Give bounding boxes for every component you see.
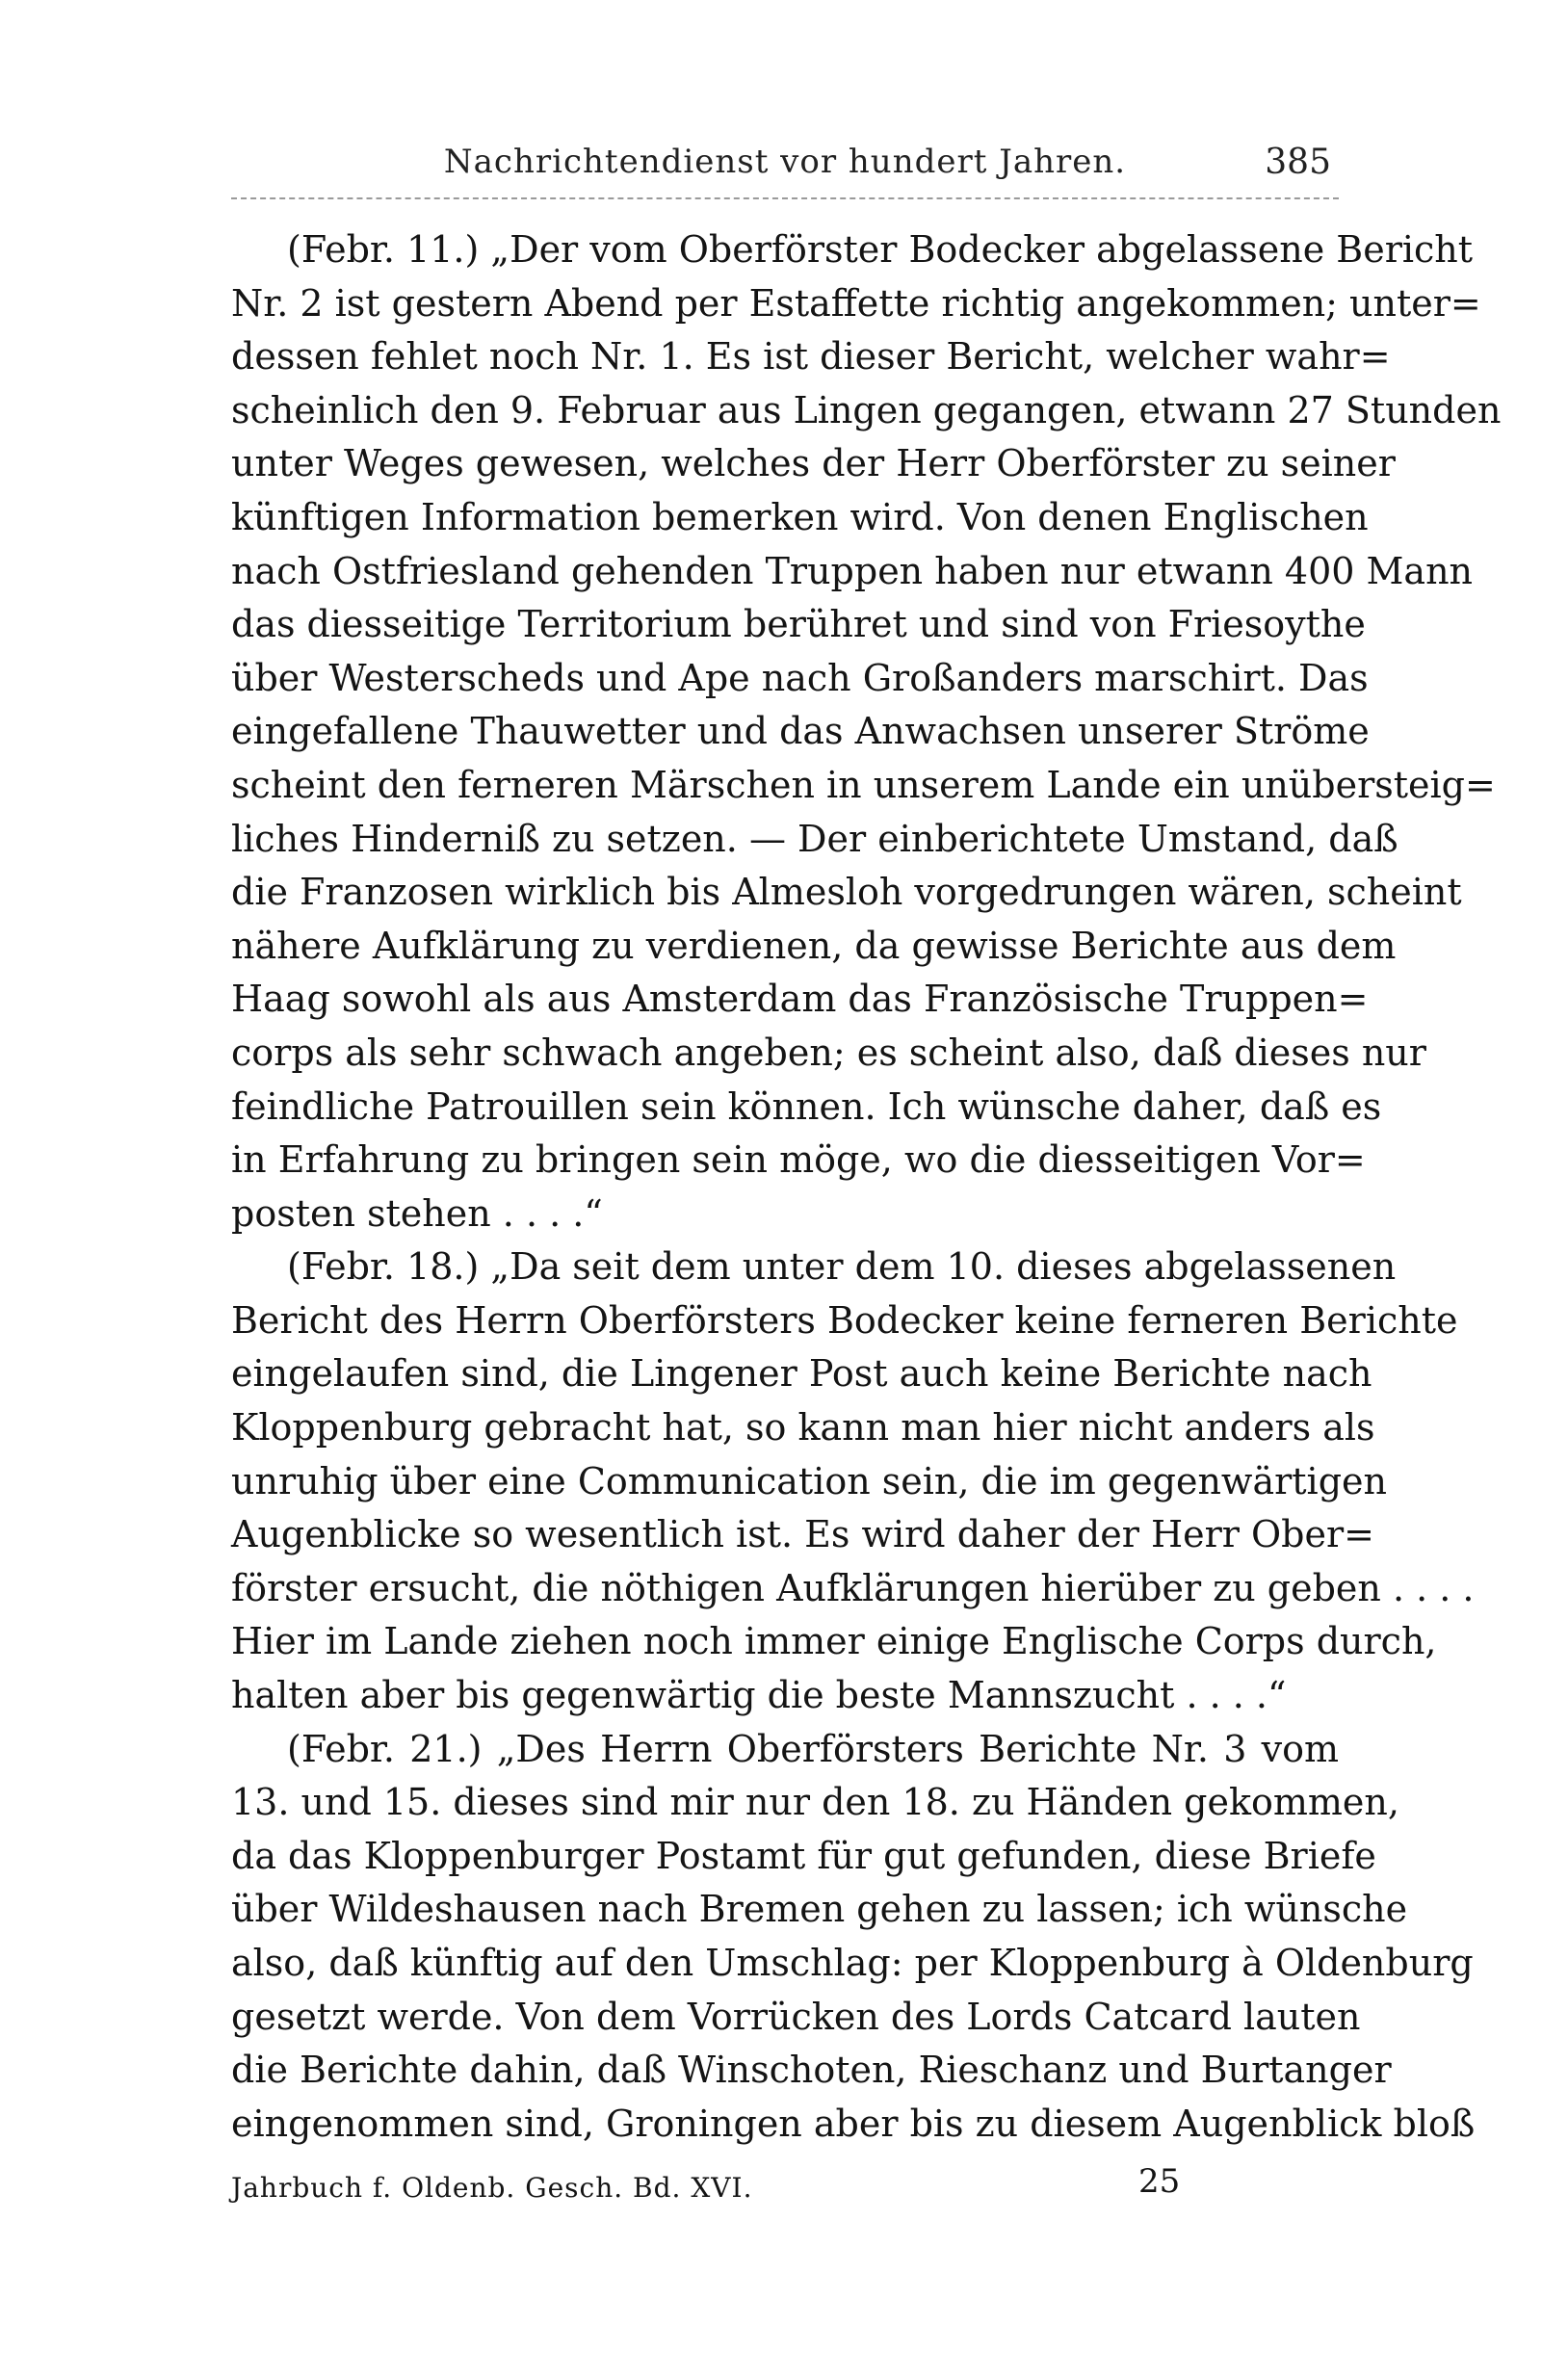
text-line: posten stehen . . . .“	[231, 1191, 603, 1235]
text-line: Augenblicke so wesentlich ist. Es wird daher der Herr Ober=	[231, 1513, 1374, 1556]
text-line: (Febr. 21.) „Des Herrn Oberförsters Berichte Nr. 3 vom	[287, 1727, 1339, 1770]
text-line: Hier im Lande ziehen noch immer einige Englische Corps durch,	[231, 1620, 1437, 1663]
text-line: (Febr. 18.) „Da seit dem unter dem 10. dieses abgelassenen	[287, 1245, 1397, 1289]
text-line: nach Ostfriesland gehenden Truppen haben nur etwann 400 Mann	[231, 549, 1474, 592]
text-line: halten aber bis gegenwärtig die beste Mannszucht . . . .“	[231, 1674, 1287, 1717]
running-head	[231, 143, 1339, 185]
footer-sheet-number: 25	[1138, 2162, 1181, 2201]
footer-signature: Jahrbuch f. Oldenb. Gesch. Bd. XVI.	[231, 2172, 753, 2204]
text-line: eingelaufen sind, die Lingener Post auch keine Berichte nach	[231, 1352, 1372, 1396]
text-line: die Franzosen wirklich bis Almesloh vorgedrungen wären, scheint	[231, 871, 1462, 914]
text-line: Bericht des Herrn Oberförsters Bodecker keine ferneren Berichte	[231, 1298, 1458, 1342]
text-line: künftigen Information bemerken wird. Von denen Englischen	[231, 495, 1369, 538]
text-line: unter Weges gewesen, welches der Herr Oberförster zu seiner	[231, 442, 1396, 485]
text-line: scheinlich den 9. Februar aus Lingen gegangen, etwann 27 Stunden	[231, 388, 1502, 431]
text-line: die Berichte dahin, daß Winschoten, Rieschanz und Burtanger	[231, 2049, 1392, 2092]
page-footer	[231, 2162, 1339, 2210]
text-line: eingenommen sind, Groningen aber bis zu diesem Augenblick bloß	[231, 2102, 1476, 2145]
text-line: eingefallene Thauwetter und das Anwachsen unserer Ströme	[231, 710, 1370, 753]
text-line: in Erfahrung zu bringen sein möge, wo die diesseitigen Vor=	[231, 1138, 1366, 1182]
text-line: dessen fehlet noch Nr. 1. Es ist dieser Bericht, welcher wahr=	[231, 335, 1391, 379]
text-line: da das Kloppenburger Postamt für gut gefunden, diese Briefe	[231, 1834, 1376, 1877]
text-line: also, daß künftig auf den Umschlag: per Kloppenburg à Oldenburg	[231, 1942, 1474, 1984]
header-rule	[231, 197, 1339, 199]
text-line: das diesseitige Territorium berühret und sind von Friesoythe	[231, 603, 1366, 646]
body-text	[231, 223, 1502, 2151]
text-line: liches Hinderniß zu setzen. — Der einberichtete Umstand, daß	[231, 817, 1398, 860]
text-line: scheint den ferneren Märschen in unserem Lande ein unübersteig=	[231, 763, 1496, 806]
text-line: über Westerscheds und Ape nach Großanders marschirt. Das	[231, 656, 1369, 699]
text-line: Haag sowohl als aus Amsterdam das Französische Truppen=	[231, 978, 1369, 1021]
text-line: 13. und 15. dieses sind mir nur den 18. zu Händen gekommen,	[231, 1781, 1399, 1824]
text-line: nähere Aufklärung zu verdienen, da gewisse Berichte aus dem	[231, 924, 1397, 967]
text-line: unruhig über eine Communication sein, die im gegenwärtigen	[231, 1459, 1387, 1502]
running-title: Nachrichtendienst vor hundert Jahren.	[443, 143, 1127, 181]
text-line: förster ersucht, die nöthigen Aufklärungen hierüber zu geben . . . .	[231, 1566, 1475, 1609]
text-line: Nr. 2 ist gestern Abend per Estaffette richtig angekommen; unter=	[231, 281, 1481, 325]
page-number: 385	[1265, 143, 1331, 182]
text-line: corps als sehr schwach angeben; es scheint also, daß dieses nur	[231, 1031, 1426, 1074]
text-line: (Febr. 11.) „Der vom Oberförster Bodecker abgelassene Bericht	[287, 228, 1474, 271]
text-line: gesetzt werde. Von dem Vorrücken des Lords Catcard lauten	[231, 1995, 1361, 2038]
text-line: feindliche Patrouillen sein können. Ich wünsche daher, daß es	[231, 1084, 1382, 1128]
text-line: über Wildeshausen nach Bremen gehen zu lassen; ich wünsche	[231, 1888, 1408, 1931]
text-line: Kloppenburg gebracht hat, so kann man hier nicht anders als	[231, 1406, 1375, 1450]
